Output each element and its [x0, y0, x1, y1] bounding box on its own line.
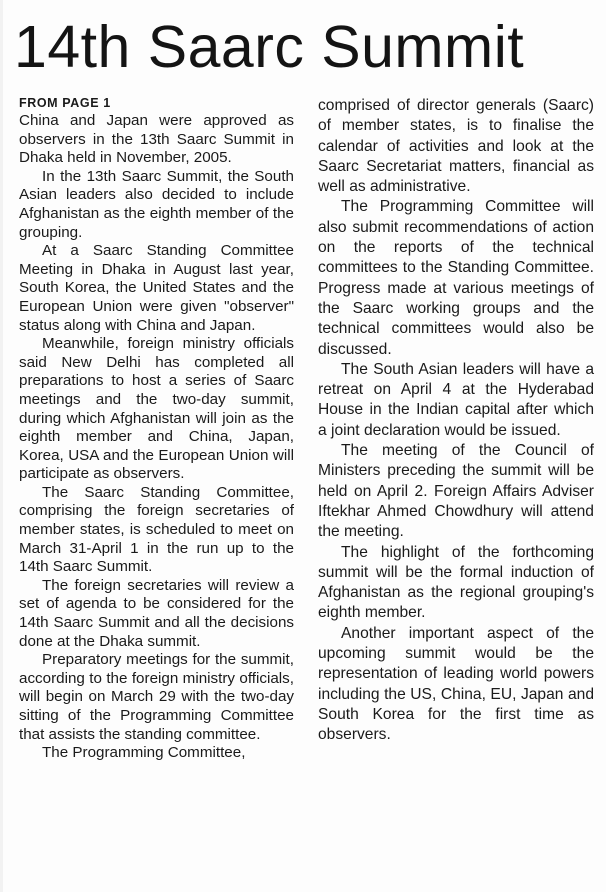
article-column-right: [318, 96, 594, 746]
paragraph: Another important aspect of the upcoming summit would be the representation of leading world powers including the US, China, EU, Japan and South Korea for the first time as observers.: [318, 624, 594, 744]
paragraph: The Saarc Standing Committee, comprising the foreign secretaries of member states, is scheduled to meet on March 31-April 1 in the run up to the 14th Saarc Summit.: [19, 483, 294, 576]
paragraph: At a Saarc Standing Committee Meeting in Dhaka in August last year, South Korea, the United States and the European Union were given "observer" status along with China and Japan.: [19, 242, 294, 334]
headline: 14th Saarc Summit: [14, 14, 525, 80]
paragraph: The South Asian leaders will have a retreat on April 4 at the Hyderabad House in the Indian capital after which a joint declaration would be issued.: [318, 360, 594, 439]
paragraph: The meeting of the Council of Ministers preceding the summit will be held on April 2. Foreign Affairs Adviser Iftekhar Ahmed Chowdhury will attend the meeting.: [318, 442, 594, 541]
paragraph: Meanwhile, foreign ministry officials said New Delhi has completed all preparations to host a series of Saarc meetings and the two-day summit, during which Afghanistan will join as the eighth member and China, Japan, Korea, USA and the European Union will participate as observers.: [19, 335, 294, 483]
paragraph: The foreign secretaries will review a set of agenda to be considered for the 14th Saarc Summit and all the decisions done at the Dhaka summit.: [19, 576, 294, 650]
paragraph: Preparatory meetings for the summit, according to the foreign ministry officials, will begin on March 29 with the two-day sitting of the Programming Committee that assists the standing committee.: [19, 651, 294, 743]
paragraph: The highlight of the forthcoming summit will be the formal induction of Afghanistan as the regional grouping's eighth member.: [318, 543, 594, 622]
paragraph-continuation: comprised of director generals (Saarc) of member states, is to finalise the calendar of activities and look at the Saarc Secretariat matters, financial as well as administrative.: [318, 97, 594, 196]
article-column-left: [19, 96, 294, 763]
kicker-from-page: FROM PAGE 1: [19, 96, 111, 110]
page-edge: [0, 0, 3, 892]
paragraph: In the 13th Saarc Summit, the South Asian leaders also decided to include Afghanistan as the eighth member of the grouping.: [19, 167, 294, 241]
paragraph: The Programming Committee will also submit recommendations of action on the reports of the technical committees to the Standing Committee. Progress made at various meetings of the Saarc working groups and the technical committees would also be discussed.: [318, 198, 594, 358]
paragraph: China and Japan were approved as observers in the 13th Saarc Summit in Dhaka held in November, 2005.: [19, 112, 294, 167]
paragraph: The Programming Committee,: [42, 744, 246, 762]
